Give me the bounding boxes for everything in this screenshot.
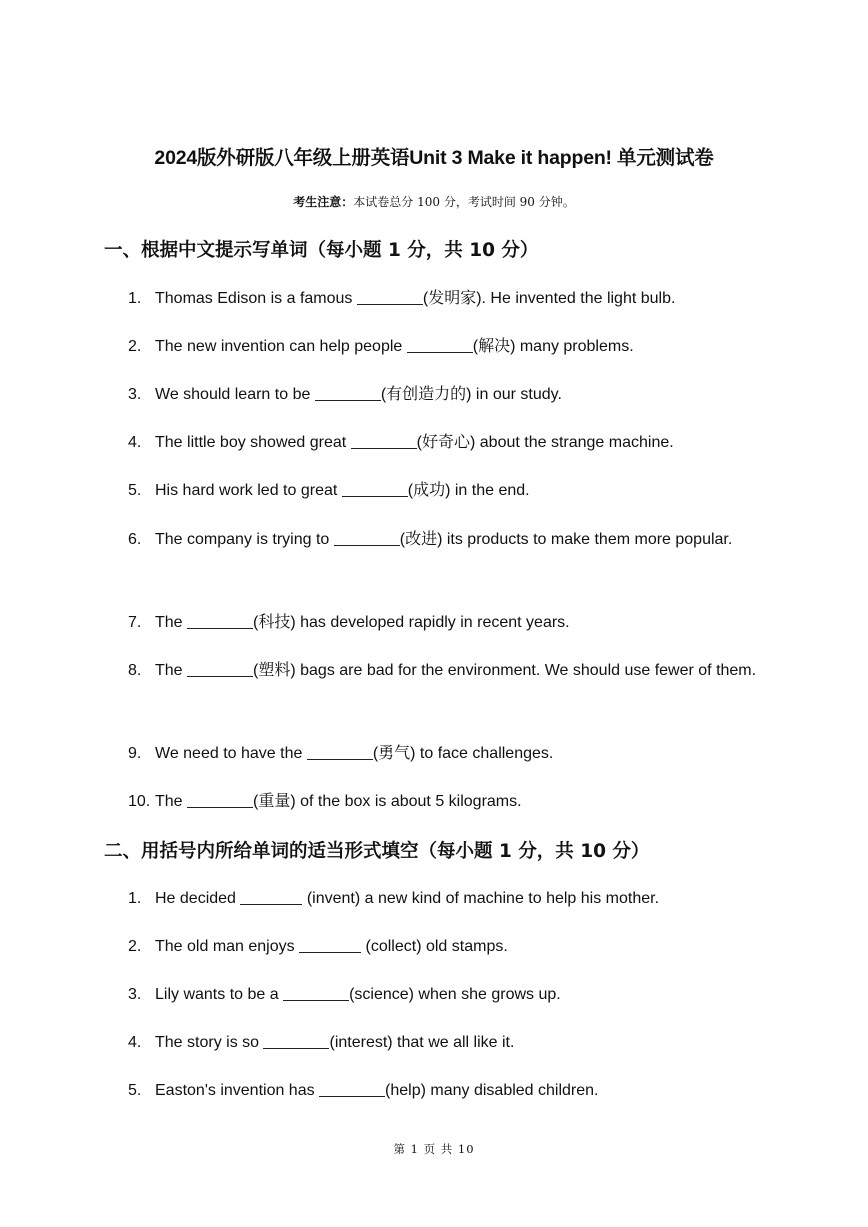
answer-blank[interactable] (307, 745, 373, 760)
question-number: 10. (128, 793, 151, 810)
question-row (128, 736, 764, 771)
question-text: (解决) many problems. (472, 338, 634, 355)
section-2-heading: 二、用括号内所给单词的适当形式填空（每小题 1 分，共 10 分） (104, 841, 650, 862)
question-text: He decided (155, 890, 241, 907)
question-text: Easton's invention has (155, 1082, 320, 1099)
answer-blank[interactable] (240, 890, 302, 905)
question-number: 1. (128, 890, 142, 907)
question-number: 7. (128, 614, 142, 631)
answer-blank[interactable] (357, 290, 423, 305)
answer-blank[interactable] (319, 1082, 385, 1097)
question-text: (成功) in the end. (407, 482, 530, 499)
question-text: (有创造力的) in our study. (380, 386, 562, 403)
question-text: (发明家). He invented the light bulb. (422, 290, 676, 307)
question-number: 4. (128, 1034, 142, 1051)
question-text: We need to have the (155, 745, 307, 762)
question-text: (科技) has developed rapidly in recent years. (253, 614, 570, 631)
question-text: (勇气) to face challenges. (372, 745, 554, 762)
answer-blank[interactable] (187, 793, 253, 808)
answer-blank[interactable] (334, 531, 400, 546)
question-text: (help) many disabled children. (385, 1082, 599, 1099)
question-row (128, 425, 764, 460)
notice-text: 本试卷总分 100 分，考试时间 90 分钟。 (353, 195, 575, 209)
answer-blank[interactable] (263, 1034, 329, 1049)
question-row (128, 377, 764, 412)
question-number: 8. (128, 662, 142, 679)
question-number: 4. (128, 434, 142, 451)
question-row (128, 522, 764, 557)
question-text: The company is trying to (155, 531, 334, 548)
question-text: (collect) old stamps. (361, 938, 508, 955)
question-text: (重量) of the box is about 5 kilograms. (253, 793, 522, 810)
question-text: (改进) its products to make them more popular. (399, 531, 733, 548)
question-text: The old man enjoys (155, 938, 300, 955)
page-title: 2024版外研版八年级上册英语Unit 3 Make it happen! 单元测试卷 (154, 147, 714, 169)
question-number: 5. (128, 1082, 142, 1099)
question-text: The (155, 614, 188, 631)
question-row (128, 605, 764, 640)
question-text: (塑料) bags are bad for the environment. We should use fewer of them. (253, 662, 757, 679)
question-text: (interest) that we all like it. (329, 1034, 515, 1051)
notice-label: 考生注意： (293, 195, 354, 209)
question-number: 2. (128, 338, 142, 355)
question-row (128, 1073, 764, 1108)
question-row (128, 653, 764, 688)
question-text: The little boy showed great (155, 434, 351, 451)
question-row (128, 281, 764, 316)
question-row (128, 329, 764, 364)
question-text: His hard work led to great (155, 482, 342, 499)
answer-blank[interactable] (187, 662, 253, 677)
answer-blank[interactable] (351, 434, 417, 449)
question-number: 3. (128, 386, 142, 403)
question-text: The new invention can help people (155, 338, 407, 355)
answer-blank[interactable] (187, 614, 253, 629)
question-row (128, 784, 764, 819)
question-text: The (155, 662, 188, 679)
question-number: 3. (128, 986, 142, 1003)
question-row (128, 977, 764, 1012)
answer-blank[interactable] (283, 986, 349, 1001)
question-text: We should learn to be (155, 386, 315, 403)
question-text: (invent) a new kind of machine to help his mother. (302, 890, 660, 907)
question-row (128, 473, 764, 508)
question-text: Lily wants to be a (155, 986, 284, 1003)
question-text: (science) when she grows up. (349, 986, 561, 1003)
section-1-heading: 一、根据中文提示写单词（每小题 1 分，共 10 分） (104, 240, 539, 261)
question-row (128, 929, 764, 964)
answer-blank[interactable] (299, 938, 361, 953)
question-row (128, 881, 764, 916)
answer-blank[interactable] (407, 338, 473, 353)
question-number: 5. (128, 482, 142, 499)
answer-blank[interactable] (315, 386, 381, 401)
question-text: The story is so (155, 1034, 264, 1051)
page-footer: 第 1 页 共 10 (393, 1142, 475, 1156)
exam-notice (0, 193, 868, 210)
question-row (128, 1025, 764, 1060)
question-number: 9. (128, 745, 142, 762)
question-text: Thomas Edison is a famous (155, 290, 357, 307)
question-number: 6. (128, 531, 142, 548)
question-text: (好奇心) about the strange machine. (416, 434, 674, 451)
question-text: The (155, 793, 188, 810)
question-number: 1. (128, 290, 142, 307)
answer-blank[interactable] (342, 482, 408, 497)
question-number: 2. (128, 938, 142, 955)
